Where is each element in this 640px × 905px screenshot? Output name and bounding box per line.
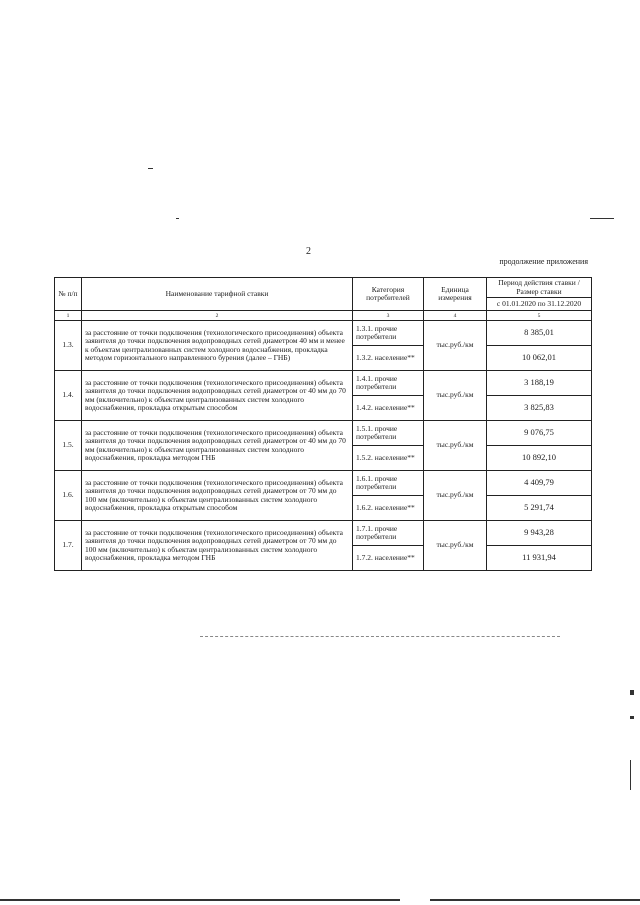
row-unit: тыс.руб./км xyxy=(424,321,487,371)
header-unit: Единица измерения xyxy=(424,278,487,311)
row-name: за расстояние от точки подключения (технологического присоединения) объекта заявителя до точки подключения водопроводных сетей диаметром от 40 мм до 70 мм (включительно) к объектам централизованных систем холодного водоснабжения, прокладка открытым способом xyxy=(82,371,353,421)
row-value: 9 076,75 xyxy=(487,421,592,446)
header-category: Категория потребителей xyxy=(353,278,424,311)
row-value: 5 291,74 xyxy=(487,496,592,521)
col-index-cell: 2 xyxy=(82,311,353,321)
row-value: 10 062,01 xyxy=(487,346,592,371)
row-unit: тыс.руб./км xyxy=(424,471,487,521)
table-row xyxy=(55,521,592,546)
table-row xyxy=(55,471,592,496)
header-row xyxy=(55,278,592,298)
scan-mark xyxy=(630,690,634,695)
scan-mark xyxy=(148,168,153,169)
row-name: за расстояние от точки подключения (технологического присоединения) объекта заявителя до точки подключения водопроводных сетей диаметром от 70 мм до 100 мм (включительно) к объектам централизованных систем холодного водоснабжения, прокладка методом ГНБ xyxy=(82,521,353,571)
row-category: 1.5.2. население** xyxy=(353,446,424,471)
row-category: 1.6.1. прочие потребители xyxy=(353,471,424,496)
row-category: 1.4.1. прочие потребители xyxy=(353,371,424,396)
scan-mark xyxy=(200,636,560,637)
row-value: 3 825,83 xyxy=(487,396,592,421)
row-category: 1.3.2. население** xyxy=(353,346,424,371)
col-index-cell: 5 xyxy=(487,311,592,321)
row-category: 1.7.2. население** xyxy=(353,546,424,571)
scan-mark xyxy=(0,899,400,901)
row-category: 1.5.1. прочие потребители xyxy=(353,421,424,446)
row-number: 1.7. xyxy=(55,521,82,571)
col-index-cell: 3 xyxy=(353,311,424,321)
scan-mark xyxy=(630,760,631,790)
row-value: 9 943,28 xyxy=(487,521,592,546)
scan-mark xyxy=(590,218,614,219)
row-name: за расстояние от точки подключения (технологического присоединения) объекта заявителя до точки подключения водопроводных сетей диаметром 40 мм и менее к объектам централизованных систем холодного водоснабжения, прокладка методом горизонтального направленного бурения (далее – ГНБ) xyxy=(82,321,353,371)
page-number: 2 xyxy=(306,246,311,257)
table-row xyxy=(55,421,592,446)
row-value: 3 188,19 xyxy=(487,371,592,396)
tariff-table xyxy=(54,277,592,571)
row-number: 1.5. xyxy=(55,421,82,471)
scan-mark xyxy=(630,716,634,719)
continuation-label: продолжение приложения xyxy=(499,257,588,266)
row-value: 10 892,10 xyxy=(487,446,592,471)
row-number: 1.4. xyxy=(55,371,82,421)
row-name: за расстояние от точки подключения (технологического присоединения) объекта заявителя до точки подключения водопроводных сетей диаметром от 70 мм до 100 мм (включительно) к объектам централизованных систем холодного водоснабжения, прокладка открытым способом xyxy=(82,471,353,521)
row-name: за расстояние от точки подключения (технологического присоединения) объекта заявителя до точки подключения водопроводных сетей диаметром от 40 мм до 70 мм (включительно) к объектам централизованных систем холодного водоснабжения, прокладка методом ГНБ xyxy=(82,421,353,471)
scan-mark xyxy=(430,899,640,901)
row-category: 1.6.2. население** xyxy=(353,496,424,521)
header-name: Наименование тарифной ставки xyxy=(82,278,353,311)
table-row xyxy=(55,371,592,396)
row-unit: тыс.руб./км xyxy=(424,421,487,471)
header-period: Период действия ставки /Размер ставки xyxy=(487,278,592,298)
col-index-cell: 1 xyxy=(55,311,82,321)
header-num: № п/п xyxy=(55,278,82,311)
row-number: 1.3. xyxy=(55,321,82,371)
row-value: 11 931,94 xyxy=(487,546,592,571)
scan-mark xyxy=(176,218,179,219)
row-category: 1.3.1. прочие потребители xyxy=(353,321,424,346)
row-value: 8 385,01 xyxy=(487,321,592,346)
row-unit: тыс.руб./км xyxy=(424,371,487,421)
header-period-range: с 01.01.2020 по 31.12.2020 xyxy=(487,298,592,311)
row-value: 4 409,79 xyxy=(487,471,592,496)
column-index-row xyxy=(55,311,592,321)
row-category: 1.4.2. население** xyxy=(353,396,424,421)
table-row xyxy=(55,321,592,346)
col-index-cell: 4 xyxy=(424,311,487,321)
row-unit: тыс.руб./км xyxy=(424,521,487,571)
row-category: 1.7.1. прочие потребители xyxy=(353,521,424,546)
row-number: 1.6. xyxy=(55,471,82,521)
